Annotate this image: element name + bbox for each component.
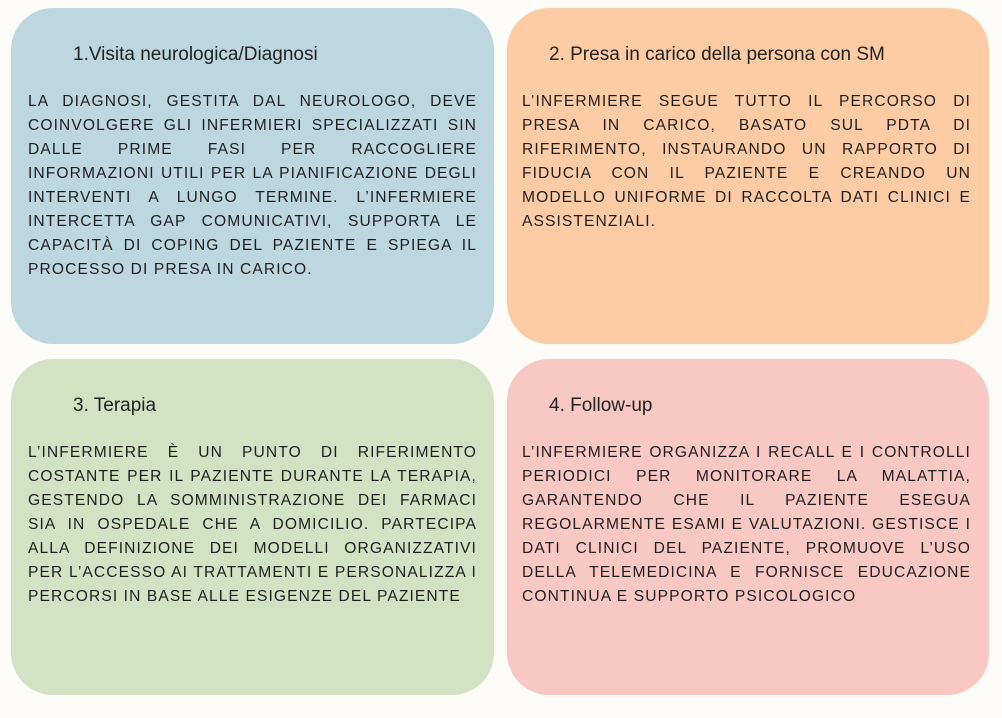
card-presa-in-carico (507, 8, 989, 344)
card-body: LA DIAGNOSI, GESTITA DAL NEUROLOGO, DEVE COINVOLGERE GLI INFERMIERI SPECIALIZZATI SIN DALLE PRIME FASI PER RACCOGLIERE INFORMAZIONI UTILI PER LA PIANIFICAZIONE DEGLI INTERVENTI A LUNGO TERMINE. L’INFERMIERE INTERCETTA GAP COMUNICATIVI, SUPPORTA LE CAPACITÀ DI COPING DEL PAZIENTE E SPIEGA IL PROCESSO DI PRESA IN CARICO. (28, 93, 477, 278)
card-terapia (11, 359, 494, 695)
card-body: L’INFERMIERE È UN PUNTO DI RIFERIMENTO COSTANTE PER IL PAZIENTE DURANTE LA TERAPIA, GESTENDO LA SOMMINISTRAZIONE DEI FARMACI SIA IN OSPEDALE CHE A DOMICILIO. PARTECIPA ALLA DEFINIZIONE DEI MODELLI ORGANIZZATIVI PER L’ACCESSO AI TRATTAMENTI E PERSONALIZZA I PERCORSI IN BASE ALLE ESIGENZE DEL PAZIENTE (28, 444, 477, 605)
card-title: 2. Presa in carico della persona con SM (549, 44, 885, 65)
card-body: L’INFERMIERE SEGUE TUTTO IL PERCORSO DI PRESA IN CARICO, BASATO SUL PDTA DI RIFERIMENTO, INSTAURANDO UN RAPPORTO DI FIDUCIA CON IL PAZIENTE E CREANDO UN MODELLO UNIFORME DI RACCOLTA DATI CLINICI E ASSISTENZIALI. (522, 93, 971, 230)
card-follow-up (507, 359, 989, 695)
card-visita-neurologica (11, 8, 494, 344)
card-body: L’INFERMIERE ORGANIZZA I RECALL E I CONTROLLI PERIODICI PER MONITORARE LA MALATTIA, GARANTENDO CHE IL PAZIENTE ESEGUA REGOLARMENTE ESAMI E VALUTAZIONI. GESTISCE I DATI CLINICI DEL PAZIENTE, PROMUOVE L’USO DELLA TELEMEDICINA E FORNISCE EDUCAZIONE CONTINUA E SUPPORTO PSICOLOGICO (522, 444, 971, 605)
card-title: 1.Visita neurologica/Diagnosi (73, 44, 318, 65)
card-title: 4. Follow-up (549, 395, 653, 416)
card-title: 3. Terapia (73, 395, 157, 416)
